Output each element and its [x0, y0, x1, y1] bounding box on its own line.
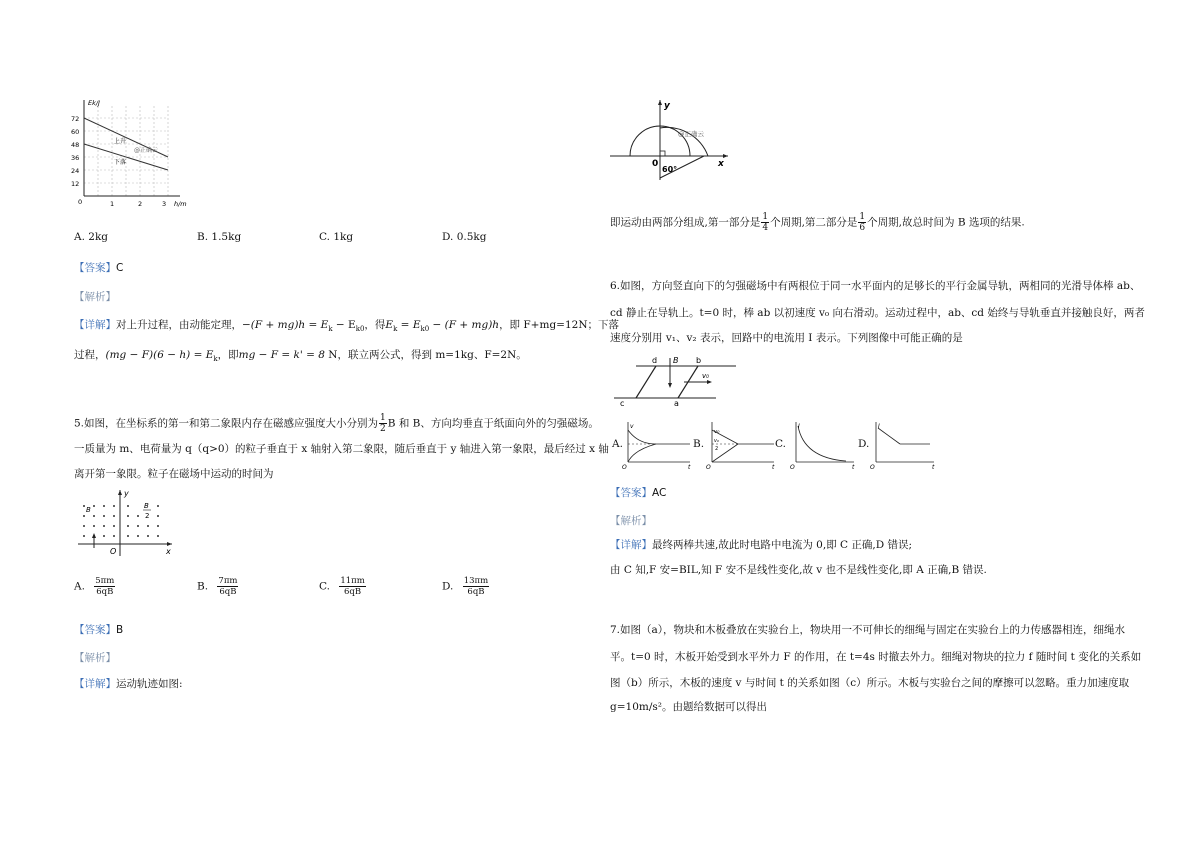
- trajectory-figure: [608, 96, 732, 184]
- ytick: 12: [71, 180, 80, 188]
- q4-answer: [74, 261, 123, 275]
- svg-text:v₀: v₀: [702, 372, 709, 380]
- svg-text:y: y: [124, 489, 129, 498]
- ytick: 0: [78, 198, 83, 206]
- q5-field-figure: [74, 488, 174, 560]
- svg-text:v: v: [630, 423, 634, 430]
- svg-text:O: O: [110, 547, 117, 556]
- svg-text:c: c: [620, 399, 625, 408]
- q6-option-c-label: C.: [775, 438, 786, 450]
- answer-tag: 【答案】: [74, 624, 116, 636]
- q7-line3: 图（b）所示，木板的速度 v 与时间 t 的关系如图（c）所示。木板与实验台之间的摩擦可以忽略。重力加速度取: [610, 677, 1130, 689]
- svg-text:t: t: [932, 464, 935, 470]
- svg-text:O: O: [706, 464, 711, 470]
- q5-line3: 离开第一象限。粒子在磁场中运动的时间为: [74, 468, 274, 480]
- svg-text:d: d: [652, 356, 658, 365]
- svg-text:t: t: [772, 464, 775, 470]
- svg-text:O: O: [790, 464, 795, 470]
- svg-text:2: 2: [145, 512, 150, 520]
- svg-text:I: I: [798, 423, 800, 430]
- q4-detail-line2: 过程，$(mg - F)(6 - h) = E_k$，即mg − F = k' = 8 N，联立两公式，得到 m=1kg、F=2N。: [74, 349, 527, 364]
- q5-option-c: C. $\frac{11\pi m}{6qB}$: [319, 576, 365, 597]
- q6-option-a-label: A.: [612, 438, 623, 450]
- q5-detail: 【详解】运动轨迹如图:: [74, 678, 183, 690]
- answer-value: C: [116, 262, 124, 274]
- traj-text: 即运动由两部分组成,第一部分是 $\frac{1}{4}$ 个周期,第二部分是 $\frac{1}{6}$ 个周期,故总时间为 B 选项的结果.: [610, 212, 1025, 233]
- lower-label: 下落: [114, 159, 127, 166]
- chart-xlabel: h/m: [174, 200, 187, 208]
- q6-graph-c: [788, 420, 858, 470]
- svg-text:x: x: [718, 159, 724, 169]
- q5-analysis-tag: 【解析】: [74, 652, 116, 664]
- ytick: 72: [71, 115, 80, 123]
- svg-text:B: B: [673, 356, 679, 365]
- q6-detail-2: 由 C 知,F 安=BIL,知 F 安不是线性变化,故 v 也不是线性变化,即 A 正确,B 错误.: [610, 564, 987, 576]
- svg-text:I: I: [878, 423, 880, 430]
- svg-text:a: a: [674, 399, 679, 408]
- watermark: @正确云: [134, 147, 159, 154]
- svg-text:t: t: [852, 464, 855, 470]
- svg-text:60°: 60°: [662, 165, 678, 174]
- chart-ylabel: Ek/J: [88, 99, 100, 107]
- q4-option-d: D. 0.5kg: [442, 231, 487, 243]
- svg-text:t: t: [688, 464, 691, 470]
- ytick: 60: [71, 128, 80, 136]
- answer-value: AC: [652, 487, 667, 499]
- svg-text:@正确云: @正确云: [678, 130, 704, 138]
- q6-rails-figure: [612, 352, 738, 408]
- q5-option-b: B. $\frac{7\pi m}{6qB}$: [197, 576, 238, 597]
- svg-text:2: 2: [715, 446, 719, 452]
- q4-option-a: A. 2kg: [74, 231, 109, 243]
- answer-tag: 【答案】: [610, 487, 652, 499]
- q6-line1: 6.如图，方向竖直向下的匀强磁场中有两根位于同一水平面内的足够长的平行金属导轨，两相同的光滑导体棒 ab、: [610, 280, 1141, 292]
- q7-line4: g=10m/s²。由题给数据可以得出: [610, 701, 767, 713]
- ytick: 48: [71, 141, 80, 149]
- q7-line2: 平。t=0 时，木板开始受到水平外力 F 的作用，在 t=4s 时撤去外力。细绳对物块的拉力 f 随时间 t 变化的关系如: [610, 651, 1142, 663]
- ytick: 24: [71, 167, 80, 175]
- svg-text:O: O: [870, 464, 875, 470]
- q6-answer: [610, 486, 666, 500]
- svg-text:0: 0: [652, 159, 659, 169]
- svg-text:B: B: [86, 506, 91, 514]
- answer-tag: 【答案】: [74, 262, 116, 274]
- q4-option-b: B. 1.5kg: [197, 231, 242, 243]
- svg-text:b: b: [696, 356, 702, 365]
- svg-text:x: x: [166, 547, 171, 556]
- q7-line1: 7.如图（a），物块和木板叠放在实验台上，物块用一不可伸长的细绳与固定在实验台上的力传感器相连，细绳水: [610, 624, 1126, 636]
- q5-option-d: D. $\frac{13\pi m}{6qB}$: [442, 576, 489, 597]
- upper-label: 上升: [114, 138, 127, 145]
- ytick: 36: [71, 154, 80, 162]
- svg-text:v₀: v₀: [714, 438, 719, 444]
- q5-option-a: A. $\frac{5\pi m}{6qB}$: [74, 576, 115, 597]
- svg-text:B: B: [144, 502, 149, 510]
- xtick: 2: [138, 200, 143, 208]
- answer-value: B: [116, 624, 124, 636]
- xtick: 3: [162, 200, 167, 208]
- q6-detail-1: 【详解】最终两棒共速,故此时电路中电流为 0,即 C 正确,D 错误;: [610, 539, 913, 551]
- q6-option-b-label: B.: [693, 438, 705, 450]
- svg-text:O: O: [622, 464, 627, 470]
- q6-option-d-label: D.: [858, 438, 870, 450]
- q6-line3: 速度分别用 v₁、v₂ 表示，回路中的电流用 I 表示。下列图像中可能正确的是: [610, 332, 963, 344]
- svg-text:y: y: [664, 101, 670, 111]
- q6-graph-a: [620, 420, 694, 470]
- q6-analysis-tag: 【解析】: [610, 515, 652, 527]
- q5-answer: [74, 623, 123, 637]
- ek-h-chart: [68, 96, 198, 214]
- q6-graph-b: [704, 420, 778, 470]
- q4-analysis-tag: 【解析】: [74, 291, 116, 303]
- q5-line1: 5.如图，在坐标系的第一和第二象限内存在磁感应强度大小分别为 $\frac{1}{2}$ B 和 B、方向均垂直于纸面向外的匀强磁场。: [74, 413, 599, 434]
- q4-option-c: C. 1kg: [319, 231, 354, 243]
- q4-detail-line1: 【详解】对上升过程，由动能定理，$-(F + mg)h = E_k - E_{k0}$，得$E_k = E_{k0} - (F + mg)h$，即 F+mg=12N；下落: [74, 319, 620, 334]
- xtick: 1: [110, 200, 115, 208]
- q6-line2: cd 静止在导轨上。t=0 时，棒 ab 以初速度 v₀ 向右滑动。运动过程中，ab、cd 始终与导轨垂直并接触良好，两者: [610, 307, 1145, 319]
- q6-graph-d: [868, 420, 938, 470]
- q5-line2: 一质量为 m、电荷量为 q（q>0）的粒子垂直于 x 轴射入第二象限，随后垂直于 y 轴进入第一象限，最后经过 x 轴: [74, 443, 609, 455]
- svg-text:v₀: v₀: [714, 429, 720, 435]
